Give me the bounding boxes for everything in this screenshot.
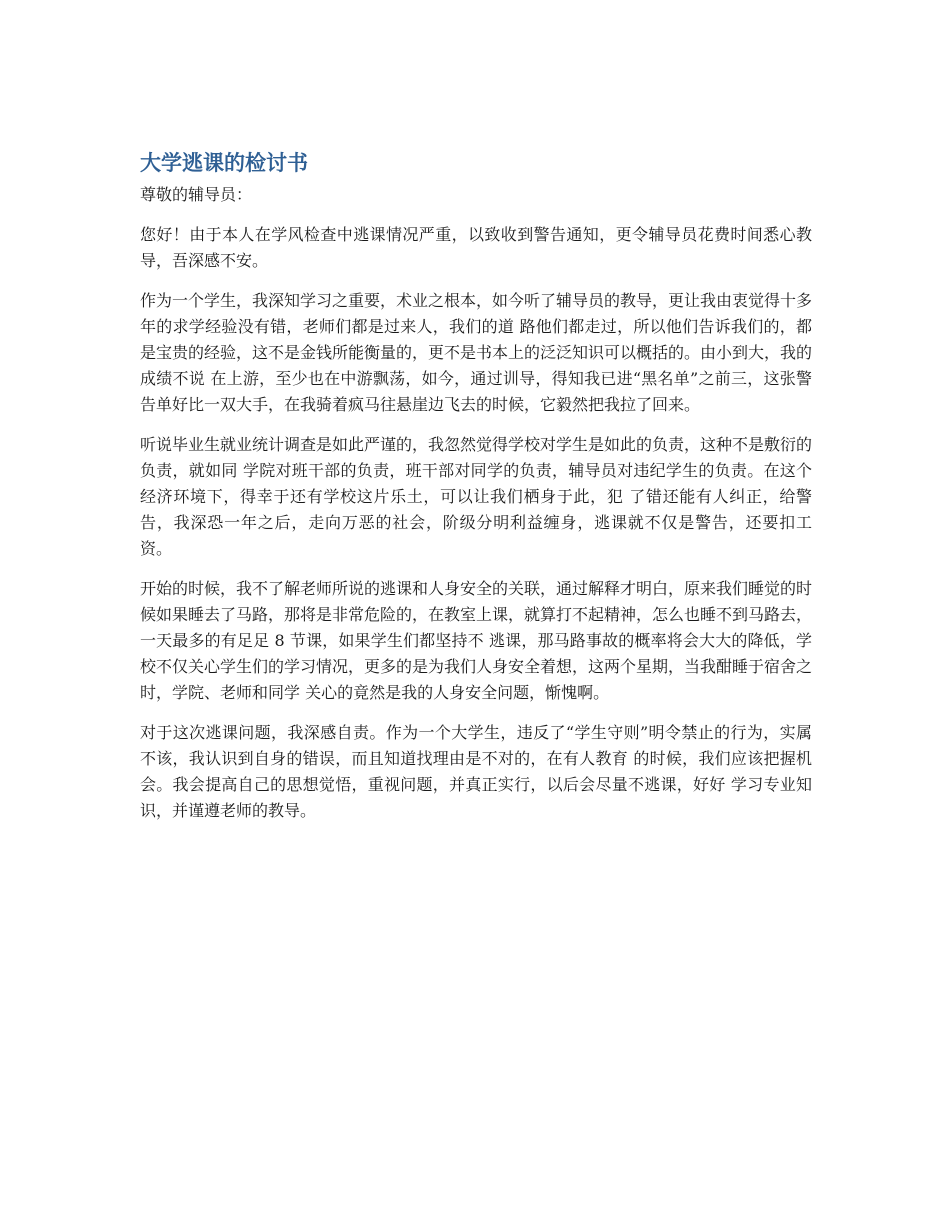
paragraph-school-responsibility: 听说毕业生就业统计调查是如此严谨的，我忽然觉得学校对学生是如此的负责，这种不是敷衍的负责，就如同 学院对班干部的负责，班干部对同学的负责，辅导员对违纪学生的负责。在这个经济环境下，得幸于还有学校这片乐土，可以让我们栖身于此，犯 了错还能有人纠正，给警告，我深恐一年之后，走向万恶的社会，阶级分明利益缠身，逃课就不仅是警告，还要扣工 资。: [140, 435, 813, 558]
document-page: [140, 148, 812, 824]
document-title: 大学逃课的检讨书: [140, 151, 308, 175]
salutation: 尊敬的辅导员：: [140, 185, 253, 204]
paragraph-self-reflection: 对于这次逃课问题，我深感自责。作为一个大学生，违反了“学生守则”明令禁止的行为，实属不该，我认识到自身的错误，而且知道找理由是不对的，在有人教育 的时候，我们应该把握机会。我会提高自己的思想觉悟，重视问题，并真正实行，以后会尽量不逃课，好好 学习专业知识，并谨遵老师的教导。: [140, 723, 812, 820]
paragraph-study-importance: 作为一个学生，我深知学习之重要，术业之根本，如今听了辅导员的教导，更让我由衷觉得十多年的求学经验没有错，老师们都是过来人，我们的道 路他们都走过，所以他们告诉我们的，都是宝贵的经验，这不是金钱所能衡量的，更不是书本上的泛泛知识可以概括的。由小到大，我的成绩不说 在上游，至少也在中游飘荡，如今，通过训导，得知我已进“黑名单”之前三，这张警告单好比一双大手，在我骑着疯马往悬崖边飞去的时候，它毅然把我拉了回来。: [140, 291, 813, 414]
paragraph-greeting: 您好！由于本人在学风检查中逃课情况严重，以致收到警告通知，更令辅导员花费时间悉心教导，吾深感不安。: [140, 225, 812, 270]
paragraph-personal-safety: 开始的时候，我不了解老师所说的逃课和人身安全的关联，通过解释才明白，原来我们睡觉的时候如果睡去了马路，那将是非常危险的，在教室上课，就算打不起精神，怎么也睡不到马路去，一天最多的有足足 8 节课，如果学生们都坚持不 逃课，那马路事故的概率将会大大的降低，学校不仅关心学生们的学习情况，更多的是为我们人身安全着想，这两个星期，当我酣睡于宿舍之时，学院、老师和同学 关心的竟然是我的人身安全问题，惭愧啊。: [140, 579, 813, 702]
